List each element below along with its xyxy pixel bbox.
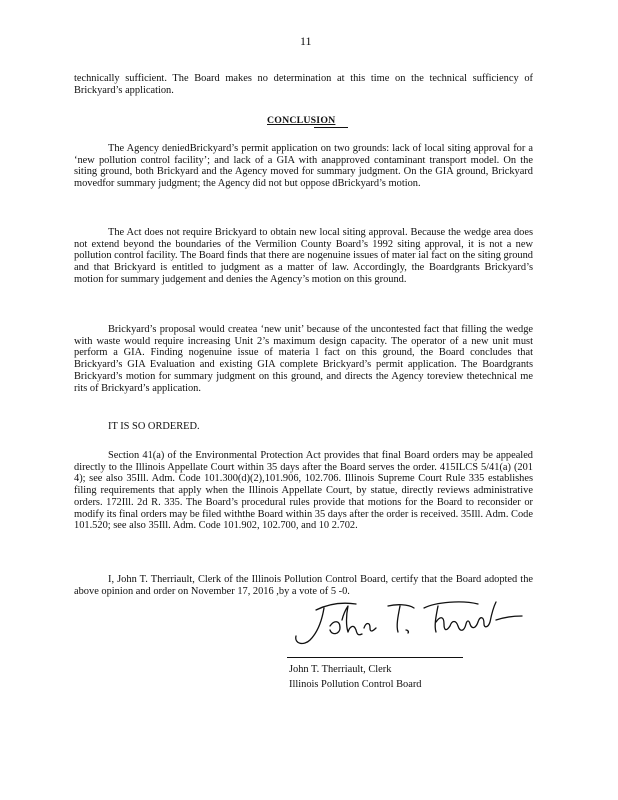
signer-organization: Illinois Pollution Control Board xyxy=(289,679,422,690)
signature-block xyxy=(289,662,422,692)
section-heading: CONCLUSION xyxy=(267,115,336,126)
handwritten-signature xyxy=(286,598,526,648)
continuation-paragraph: technically sufficient. The Board makes no determination at this time on the technical sufficiency of Brickyard’s application. xyxy=(74,73,533,96)
paragraph-appeal: Section 41(a) of the Environmental Protection Act provides that final Board orders may be appealed directly to the Illinois Appellate Court within 35 days after the Board serves the order. 415ILCS 5/41(a) (201 4); see also 35Ill. Adm. Code 101.300(d)(2),101.906, 102.706. Illinois Supreme Court Rule 335 establishes filing requirements that apply when the Illinois Appellate Court, by statue, directly reviews administrative orders. 172Ill. 2d R. 335. The Board’s procedural rules provide that motions for the Board to reconsider or modify its final orders may be filed withthe Board within 35 days after the order is received. 35Ill. Adm. Code 101.520; see also 35Ill. Adm. Code 101.902, 102.700, and 10 2.702. xyxy=(74,450,533,532)
page-number: 11 xyxy=(300,34,312,48)
heading-underline xyxy=(314,127,348,128)
paragraph-gia: Brickyard’s proposal would createa ‘new unit’ because of the uncontested fact that filling the wedge with waste would require increasing Unit 2’s maximum design capacity. The operator of a new unit must perform a GIA. Finding nogenuine issue of materia l fact on this ground, the Board concludes that Brickyard’s GIA Evaluation and existing GIA complete Brickyard’s permit application. The Boardgrants Brickyard’s motion for summary judgment on this ground, and directs the Agency toreview thetechnical me rits of Brickyard’s application. xyxy=(74,324,533,394)
signature-line xyxy=(287,657,463,658)
paragraph-certification: I, John T. Therriault, Clerk of the Illinois Pollution Control Board, certify that the Board adopted the above opinion and order on November 17, 2016 ,by a vote of 5 -0. xyxy=(74,574,533,597)
paragraph-grounds: The Agency deniedBrickyard’s permit application on two grounds: lack of local siting approval for a ‘new pollution control facility’; and lack of a GIA with anapproved contaminant transport model. On the siting ground, both Brickyard and the Agency moved for summary judgment. On the GIA ground, Brickyard movedfor summary judgment; the Agency did not but oppose dBrickyard’s motion. xyxy=(74,143,533,190)
paragraph-ordered: IT IS SO ORDERED. xyxy=(108,421,200,432)
paragraph-siting: The Act does not require Brickyard to obtain new local siting approval. Because the wedge area does not extend beyond the boundaries of the Vermilion County Board’s 1992 siting approval, it is not a new pollution control facility. The Board finds that there are nogenuine issues of mater ial fact on the siting ground and that Brickyard is entitled to judgment as a matter of law. Accordingly, the Boardgrants Brickyard’s motion for summary judgement and denies the Agency’s motion on this ground. xyxy=(74,227,533,285)
signer-name: John T. Therriault, Clerk xyxy=(289,664,392,675)
